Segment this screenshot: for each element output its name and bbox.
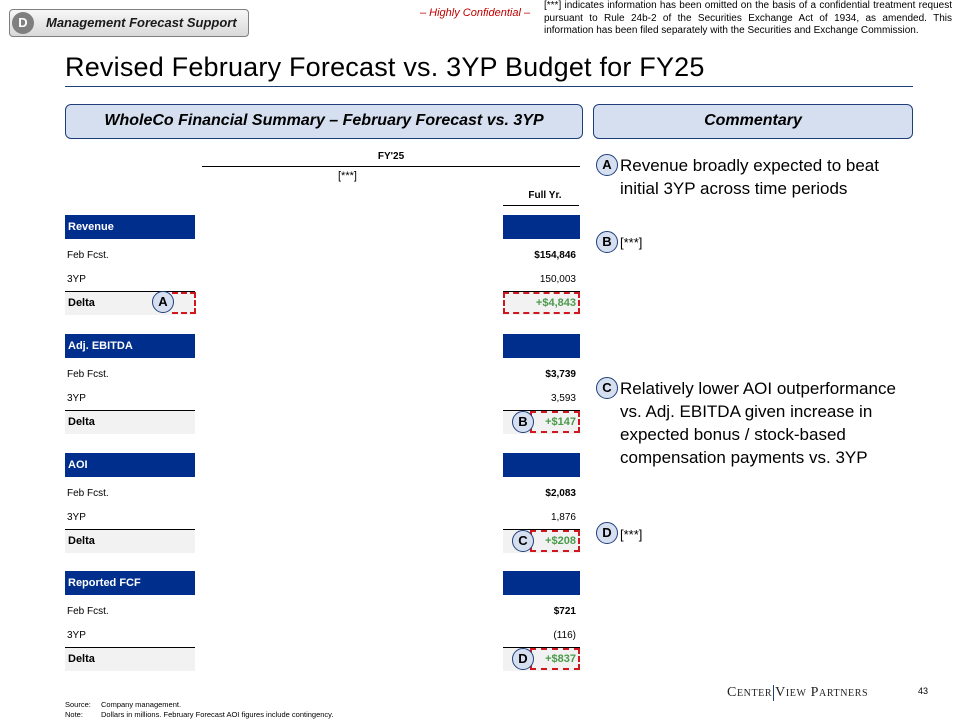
delta-value: +$4,843	[535, 297, 576, 309]
row-value: $3,739	[545, 369, 576, 380]
row-label: Feb Fcst.	[67, 250, 109, 261]
section-letter-badge: D	[12, 12, 34, 34]
row-label: Feb Fcst.	[67, 369, 109, 380]
marker-c-badge: C	[512, 530, 534, 552]
row-value: $154,846	[534, 250, 576, 261]
title-divider	[65, 86, 913, 87]
period-label: FY'25	[377, 151, 405, 162]
row-value: $721	[553, 606, 576, 617]
period-underline	[202, 166, 580, 167]
delta-label: Delta	[68, 297, 95, 309]
row-label: 3YP	[67, 512, 86, 523]
commentary-text-a: Revenue broadly expected to beat initial 3YP across time periods	[620, 156, 879, 198]
full-year-column-header: Full Yr.	[528, 190, 562, 201]
row-value: 150,003	[539, 274, 576, 285]
commentary-heading: Commentary	[593, 104, 913, 139]
delta-label: Delta	[68, 416, 95, 428]
row-label: Feb Fcst.	[67, 488, 109, 499]
section-header-reported-fcf: Reported FCF	[65, 571, 195, 595]
section-header-bar-right	[503, 453, 580, 477]
commentary-marker-a: A	[596, 154, 618, 176]
delta-highlight-left	[172, 292, 196, 314]
full-year-underline	[503, 205, 579, 206]
section-header-adj-ebitda: Adj. EBITDA	[65, 334, 195, 358]
commentary-marker-b: B	[596, 231, 618, 253]
commentary-text-d: [***]	[620, 527, 643, 542]
commentary-marker-d: D	[596, 522, 618, 544]
marker-b-badge: B	[512, 411, 534, 433]
delta-label: Delta	[68, 535, 95, 547]
note-label: Note:	[65, 710, 83, 719]
commentary-text-c: Relatively lower AOI outperformance vs. Adj. EBITDA given increase in expected bonus / stock-based compensation payments vs. 3YP	[620, 379, 896, 467]
source-text: Company management.	[101, 700, 182, 709]
footer-notes	[65, 700, 333, 720]
period-note: [***]	[338, 170, 357, 182]
marker-a-badge: A	[152, 291, 174, 313]
row-label: 3YP	[67, 393, 86, 404]
marker-d-badge: D	[512, 648, 534, 670]
page-number: 43	[918, 686, 929, 696]
commentary-text-b: [***]	[620, 235, 643, 250]
firm-logo: Center View Partners	[727, 685, 869, 701]
logo-divider	[773, 685, 774, 701]
commentary-marker-c: C	[596, 377, 618, 399]
row-label: 3YP	[67, 630, 86, 641]
row-label: Feb Fcst.	[67, 606, 109, 617]
section-label: Management Forecast Support	[46, 15, 237, 30]
section-header-aoi: AOI	[65, 453, 195, 477]
delta-value: +$837	[545, 653, 576, 665]
section-header-bar-right	[503, 571, 580, 595]
row-value: $2,083	[545, 488, 576, 499]
financial-summary-heading: WholeCo Financial Summary – February Forecast vs. 3YP	[65, 104, 583, 139]
page-title: Revised February Forecast vs. 3YP Budget for FY25	[65, 52, 705, 82]
row-label: 3YP	[67, 274, 86, 285]
delta-value: +$147	[545, 416, 576, 428]
row-value: (116)	[553, 630, 576, 641]
row-value: 1,876	[550, 512, 576, 523]
row-value: 3,593	[550, 393, 576, 404]
delta-label: Delta	[68, 653, 95, 665]
section-header-revenue: Revenue	[65, 215, 195, 239]
section-header-bar-right	[503, 334, 580, 358]
note-text: Dollars in millions. February Forecast AOI figures include contingency.	[101, 710, 334, 719]
delta-value: +$208	[545, 535, 576, 547]
section-header-bar-right	[503, 215, 580, 239]
disclaimer-text: [***] indicates information has been omitted on the basis of a confidential treatment request pursuant to Rule 24b-2 of the Securities Exchange Act of 1934, as amended. This information has been filed separately with the Securities and Exchange Commission.	[544, 0, 952, 37]
confidential-label: – Highly Confidential –	[420, 7, 531, 19]
source-label: Source:	[65, 700, 91, 709]
